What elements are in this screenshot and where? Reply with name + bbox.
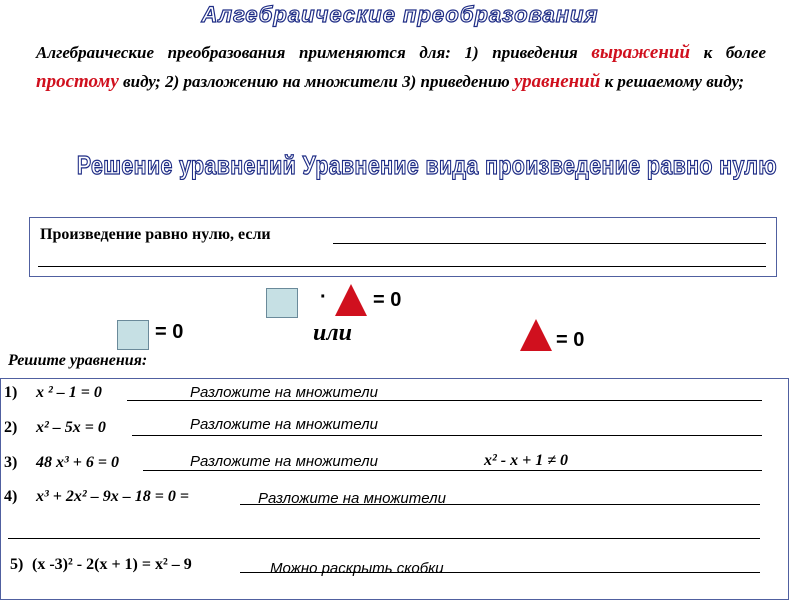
intro-text-1: Алгебраические преобразования применяются для: 1) приведения	[36, 43, 592, 62]
equation-1: x ² – 1 = 0	[36, 384, 102, 401]
subtitle-text: Решение уравнений Уравнение вида произведение равно нулю	[76, 150, 777, 180]
equation-2: x² – 5x = 0	[36, 419, 106, 436]
section-subtitle	[0, 150, 800, 181]
rule-text: Произведение равно нулю, если	[40, 226, 271, 243]
equation-number-4: 4)	[4, 488, 18, 505]
equation-number-1: 1)	[4, 384, 18, 401]
equation-number-5: 5)	[10, 556, 24, 573]
highlight-expressions: выражений	[591, 42, 691, 63]
square-factor-icon	[266, 288, 298, 318]
intro-text-2: к более	[690, 43, 766, 62]
answer-line-2[interactable]	[132, 435, 762, 436]
hint-factor-3: Разложите на множители	[190, 453, 378, 470]
square-equals-zero: = 0	[155, 321, 184, 343]
highlight-simple: простому	[36, 71, 119, 92]
product-equals-zero: = 0	[373, 289, 402, 311]
triangle-equals-zero: = 0	[556, 329, 585, 351]
intro-paragraph	[36, 38, 766, 96]
hint-factor-2: Разложите на множители	[190, 416, 378, 433]
triangle-factor-icon-2	[519, 318, 553, 352]
hint-factor-1: Разложите на множители	[190, 384, 378, 401]
solve-label: Решите уравнения:	[8, 352, 148, 369]
intro-text-3: виду; 2) разложению на множители 3) приведению	[118, 72, 514, 91]
equation-4: x³ + 2x² – 9x – 18 = 0 =	[36, 488, 189, 505]
hint-factor-4: Разложите на множители	[258, 490, 446, 507]
rule-blank-line-2[interactable]	[38, 266, 766, 267]
equation-number-2: 2)	[4, 419, 18, 436]
hint-quadratic-nonzero: x² - x + 1 ≠ 0	[484, 452, 569, 469]
answer-line-3[interactable]	[143, 470, 762, 471]
intro-text-4: к решаемому виду;	[600, 72, 745, 91]
rule-blank-line-1[interactable]	[333, 243, 766, 244]
page-title: Алгебраические преобразования	[201, 2, 599, 27]
equation-3: 48 x³ + 6 = 0	[36, 454, 120, 471]
equation-5: (x -3)² - 2(x + 1) = x² – 9	[32, 556, 192, 573]
triangle-factor-icon	[334, 283, 368, 317]
hint-expand: Можно раскрыть скобки	[270, 560, 444, 577]
multiply-dot: ·	[320, 286, 327, 308]
or-label: или	[313, 320, 353, 346]
square-factor-icon-2	[117, 320, 149, 350]
equation-number-3: 3)	[4, 454, 18, 471]
answer-line-4b[interactable]	[8, 538, 760, 539]
highlight-equations: уравнений	[513, 71, 601, 92]
